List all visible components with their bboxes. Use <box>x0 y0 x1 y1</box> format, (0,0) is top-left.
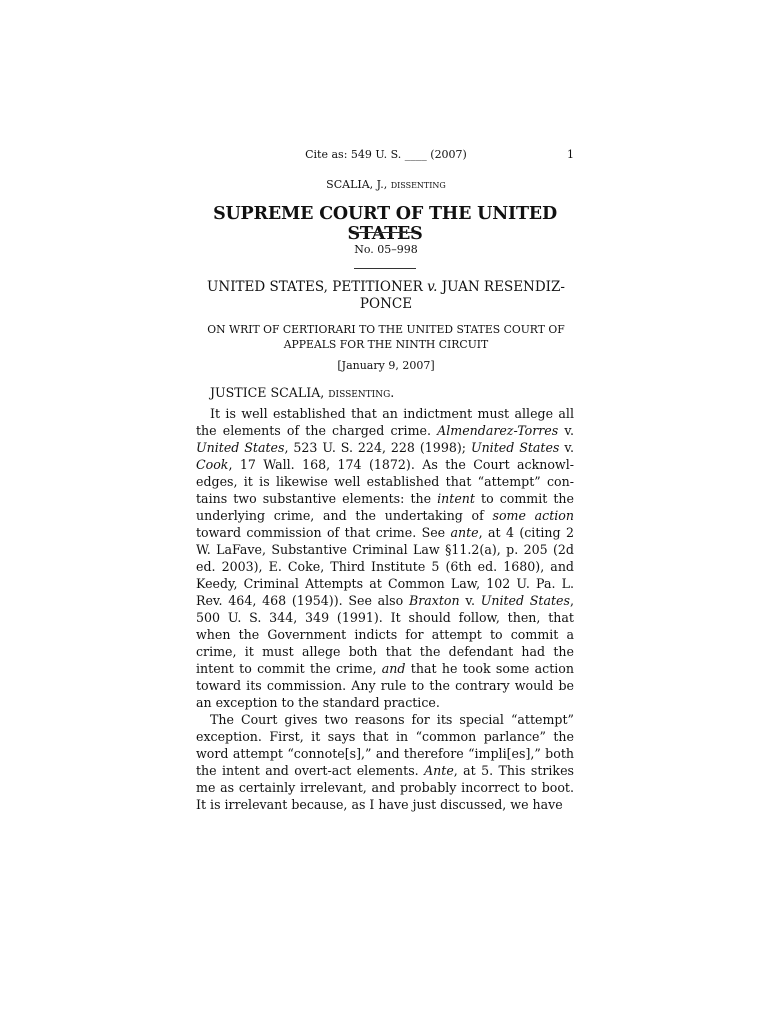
case-title-line-1: UNITED STATES, PETITIONER v. JUAN RESENDIZ- <box>207 279 565 295</box>
divider <box>354 268 416 269</box>
paragraph-2: The Court gives two reasons for its special “attempt” exception. First, it says that in “common parlance” the word attempt “connote[s],” and therefore “impli[es],” both the intent and overt-act elements. Ante, at 5. This strikes me as certainly irrelevant, and probably incorrect to boot. It is irrelevant because, as I have just discussed, we have <box>196 712 574 812</box>
opinion-opening: JUSTICE SCALIA, dissenting. <box>210 385 395 400</box>
page-number: 1 <box>567 148 574 161</box>
decision-date: [January 9, 2007] <box>337 359 435 372</box>
case-title-line-2: PONCE <box>359 296 413 312</box>
case-title <box>190 279 582 313</box>
court-name: SUPREME COURT OF THE UNITED STATES <box>213 204 557 244</box>
citation: Cite as: 549 U. S. ____ (2007) <box>305 148 467 161</box>
divider <box>354 232 416 233</box>
writ-statement: ON WRIT OF CERTIORARI TO THE UNITED STATES COURT OF APPEALS FOR THE NINTH CIRCUIT <box>207 323 565 351</box>
docket-number: No. 05–998 <box>354 243 418 256</box>
paragraph-1: It is well established that an indictment must allege all the elements of the charged crime. Almendarez-Torres v. United States, 523 U. S. 224, 228 (1998); United States v. Cook, 17 Wall. 168, 174 (1872). As the Court acknowl-edges, it is likewise well established that “attempt” con-tains two substantive elements: the intent to commit the underlying crime, and the undertaking of some action toward commission of that crime. See ante, at 4 (citing 2 W. LaFave, Substantive Criminal Law §11.2(a), p. 205 (2d ed. 2003), E. Coke, Third Institute 5 (6th ed. 1680), and Keedy, Criminal Attempts at Common Law, 102 U. Pa. L. Rev. 464, 468 (1954)). See also Braxton v. United States, 500 U. S. 344, 349 (1991). It should follow, then, that when the Government indicts for attempt to commit a crime, it must allege both that the defendant had the intent to commit the crime, and that he took some action toward its commission. Any rule to the contrary would be an exception to the standard practice. <box>196 406 574 710</box>
opinion-body <box>196 405 574 813</box>
opinion-label: SCALIA, J., dissenting <box>326 178 446 191</box>
running-header <box>198 148 574 164</box>
